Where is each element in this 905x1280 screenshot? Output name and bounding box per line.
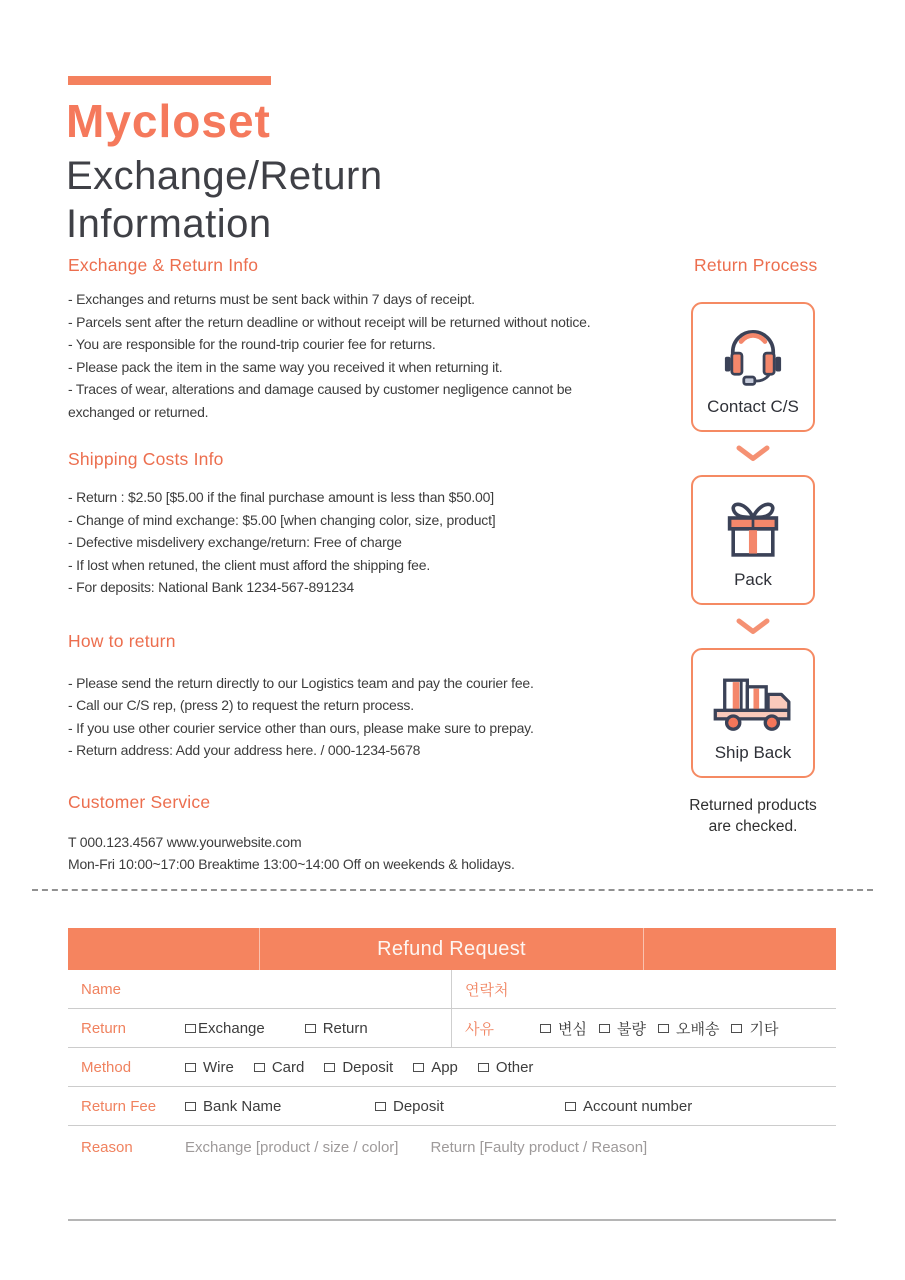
name-field[interactable] [68,970,452,1008]
checkbox-icon[interactable] [185,1024,196,1033]
checkbox-option-label: Wire [203,1058,234,1076]
footnote-line2: are checked. [708,818,798,835]
page-title-line2: Information [66,202,272,246]
checkbox-option-label: 변심 [558,1020,587,1038]
method-label: Method [81,1058,132,1076]
contact-label: 연락처 [465,981,509,999]
section-how-to-return [68,631,680,762]
section-heading: Shipping Costs Info [68,449,224,469]
step-contact-cs [691,302,815,432]
section-heading: How to return [68,630,176,651]
checkbox-return[interactable] [305,1020,368,1037]
delivery-truck-icon [709,650,797,743]
checkbox-option-label: Exchange [198,1019,265,1037]
checkbox-exchange[interactable] [185,1020,265,1037]
form-row-name-contact [68,970,836,1009]
info-line: T 000.123.4567 www.yourwebsite.com [68,833,302,850]
info-line: - Parcels sent after the return deadline or without receipt will be returned without notice. [68,313,591,330]
step-label: Pack [734,570,772,589]
form-row-return-reason [68,1009,836,1048]
form-header-cell-left [68,928,260,970]
checkbox-bank-name[interactable] [185,1098,375,1115]
info-line: - If you use other courier service other than ours, please make sure to prepay. [68,719,534,736]
checkbox-wire[interactable] [185,1059,234,1076]
info-line: - Traces of wear, alterations and damage caused by customer negligence cannot be [68,381,572,397]
checkbox-app[interactable] [413,1059,458,1076]
section-heading: Exchange & Return Info [68,255,259,275]
page-title [66,152,383,248]
checkbox-icon[interactable] [478,1063,489,1072]
checkbox-icon[interactable] [254,1063,265,1072]
return-fee-label: Return Fee [81,1097,157,1115]
checkbox-icon[interactable] [324,1063,335,1072]
return-process-panel [691,255,837,837]
reason-placeholder-exchange[interactable]: Exchange [product / size / color] [185,1139,399,1156]
return-process-footnote [680,795,826,837]
reason-label: Reason [81,1139,133,1156]
brand-logo: Mycloset [66,95,271,147]
info-line: - Return : $2.50 [$5.00 if the final purchase amount is less than $50.00] [68,489,494,505]
step-label: Ship Back [714,743,792,762]
page-title-line1: Exchange/Return [66,154,383,198]
info-line: - Please pack the item in the same way you received it when returning it. [68,358,503,375]
step-label: Contact C/S [707,397,799,416]
info-line: exchanged or returned. [68,403,209,420]
checkbox-icon[interactable] [658,1024,669,1033]
checkbox-option-label: Deposit [393,1097,444,1115]
checkbox-icon[interactable] [185,1102,196,1111]
checkbox-misdelivery[interactable] [658,1018,719,1039]
gift-icon [716,477,790,570]
info-line: - Change of mind exchange: $5.00 [when changing color, size, product] [68,511,496,528]
section-heading: Customer Service [68,791,211,812]
checkbox-card[interactable] [254,1059,305,1076]
checkbox-option-label: 기타 [749,1020,779,1038]
form-row-return-fee [68,1087,836,1126]
form-header-title: Refund Request [260,928,644,970]
form-row-reason [68,1126,836,1221]
checkbox-option-label: Bank Name [203,1097,282,1115]
info-line: - For deposits: National Bank 1234-567-891234 [68,579,354,595]
refund-request-form [68,928,836,1221]
info-line: Mon-Fri 10:00~17:00 Breaktime 13:00~14:00 Off on weekends & holidays. [68,856,515,872]
checkbox-defective[interactable] [599,1018,646,1039]
info-line: - Exchanges and returns must be sent back within 7 days of receipt. [68,291,475,307]
checkbox-option-label: Return [322,1019,368,1037]
return-process-heading: Return Process [694,255,818,275]
section-customer-service [68,792,680,876]
checkbox-option-label: Other [495,1058,534,1076]
step-pack [691,475,815,605]
section-exchange-return-info [68,255,680,423]
checkbox-deposit-fee[interactable] [375,1098,565,1115]
checkbox-option-label: 오배송 [675,1020,720,1038]
checkbox-icon[interactable] [731,1024,742,1033]
info-line: - Please send the return directly to our Logistics team and pay the courier fee. [68,674,534,691]
checkbox-option-label: 불량 [616,1020,646,1038]
checkbox-option-label: Account number [583,1097,693,1115]
reason-placeholder-return[interactable]: Return [Faulty product / Reason] [430,1139,648,1156]
checkbox-change-of-mind[interactable] [540,1018,587,1039]
form-row-method [68,1048,836,1087]
footnote-line1: Returned products [689,797,817,814]
checkbox-icon[interactable] [185,1063,196,1072]
return-label: Return [81,1019,127,1037]
checkbox-icon[interactable] [565,1102,576,1111]
checkbox-other-kr[interactable] [731,1018,778,1039]
reason-kr-field [452,1009,836,1047]
checkbox-icon[interactable] [599,1024,610,1033]
contact-field[interactable] [452,970,836,1008]
info-sections [68,255,680,876]
section-shipping-costs [68,449,680,599]
checkbox-icon[interactable] [540,1024,551,1033]
checkbox-option-label: App [431,1058,458,1076]
dashed-divider [32,889,873,891]
info-line: - Call our C/S rep, (press 2) to request the return process. [68,697,414,713]
checkbox-option-label: Card [271,1058,305,1076]
step-ship-back [691,648,815,778]
accent-bar [68,76,271,85]
form-header-cell-right [644,928,836,970]
return-type-field [68,1009,452,1047]
info-line: - Return address: Add your address here. / 000-1234-5678 [68,742,421,758]
chevron-down-icon [691,618,815,635]
headset-icon [717,304,789,397]
checkbox-other[interactable] [478,1059,534,1076]
form-header [68,928,836,970]
info-line: - You are responsible for the round-trip courier fee for returns. [68,336,436,352]
checkbox-icon[interactable] [375,1102,386,1111]
info-line: - Defective misdelivery exchange/return: Free of charge [68,534,402,550]
name-label: Name [81,980,122,998]
reason-kr-label: 사유 [465,1020,494,1038]
checkbox-option-label: Deposit [342,1058,394,1076]
checkbox-deposit[interactable] [324,1059,393,1076]
info-line: - If lost when retuned, the client must afford the shipping fee. [68,556,431,573]
checkbox-icon[interactable] [413,1063,424,1072]
checkbox-icon[interactable] [305,1024,316,1033]
chevron-down-icon [691,445,815,462]
checkbox-account-number[interactable] [565,1098,692,1115]
